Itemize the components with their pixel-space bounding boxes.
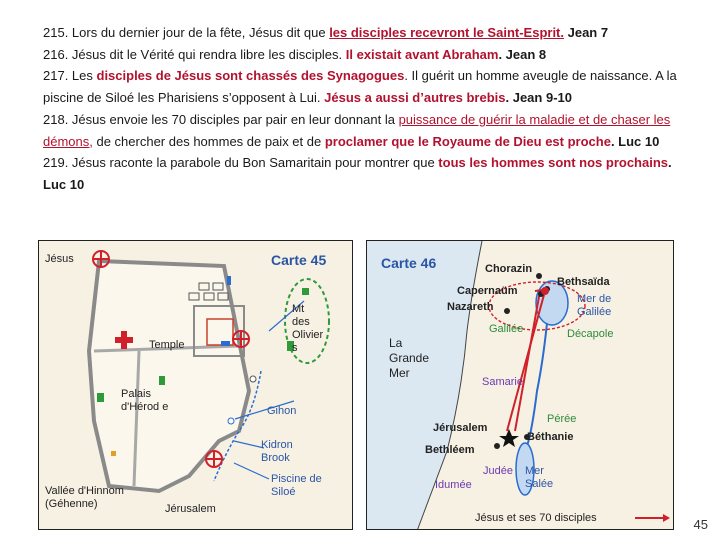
map45-label-mt-oliviers: Mt des Olivier s <box>292 303 324 354</box>
map45-label-jesus: Jésus <box>45 253 74 265</box>
page-number: 45 <box>693 517 708 532</box>
map45-label-hinnom: Vallée d'Hinnom (Géhenne) <box>45 485 124 510</box>
map46-label-jerusalem: Jérusalem <box>433 422 488 434</box>
map46-label-samarie: Samarie <box>482 376 523 388</box>
p216-ref: . Jean 8 <box>498 46 547 62</box>
paragraph-215 <box>43 22 693 44</box>
map46-label-peree: Pérée <box>547 413 577 425</box>
p218-text-a: 218. Jésus envoie les 70 disciples par pair en leur donnant la <box>43 111 399 127</box>
p215-ref: Jean 7 <box>564 25 609 40</box>
map46-label-judee: Judée <box>483 465 513 477</box>
map46-label-idumee: Idumée <box>435 479 472 491</box>
jerusalem-star-icon <box>499 429 519 447</box>
map46-legend-label: Jésus et ses 70 disciples <box>475 512 597 524</box>
map46-label-capernaum: Capernaüm <box>457 285 518 297</box>
p219-highlight: tous les hommes sont nos prochains <box>438 155 669 171</box>
map45-label-kidron: Kidron Brook <box>261 439 293 464</box>
p216-highlight: Il existait avant Abraham <box>345 46 499 62</box>
map45-label-palais: Palais d'Hérod e <box>121 388 169 413</box>
p217-highlight-b: Jésus a aussi d’autres brebis <box>324 90 506 106</box>
map46-label-mer-salee: Mer Salée <box>525 465 554 490</box>
paragraph-217 <box>43 65 693 108</box>
legend-arrow-icon <box>663 514 670 522</box>
map46-label-bethsaida: Bethsaïda <box>557 276 610 288</box>
p215-text: 215. Lors du dernier jour de la fête, Jésus dit que <box>43 25 330 40</box>
map46-label-bethleem: Bethléem <box>425 444 475 456</box>
city-wall <box>89 261 249 491</box>
map45-title: Carte 45 <box>271 252 327 268</box>
p217-text-a: 217. Les <box>43 68 97 84</box>
map-carte-45 <box>38 240 353 530</box>
map46-label-decapole: Décapole <box>567 328 614 340</box>
map46-label-nazareth: Nazareth <box>447 301 494 313</box>
map46-title: Carte 46 <box>381 255 437 271</box>
p216-text: 216. Jésus dit le Vérité qui rendra libre les disciples. <box>43 46 346 62</box>
p217-highlight-a: disciples de Jésus sont chassés des Synagogues <box>96 68 405 84</box>
p219-text: 219. Jésus raconte la parabole du Bon Samaritain pour montrer que <box>43 155 439 171</box>
map46-label-grande-mer: La Grande Mer <box>389 336 430 380</box>
p215-highlight: les disciples recevront le Saint-Esprit. <box>329 25 564 40</box>
map-carte-46 <box>366 240 674 530</box>
p219-ref: . Luc 10 <box>43 155 672 192</box>
map46-label-chorazin: Chorazin <box>485 263 533 275</box>
text-block <box>43 22 693 196</box>
p218-ref: . Luc 10 <box>610 133 660 149</box>
p217-text-b: . Il guérit un homme aveugle de naissance. A la piscine de Siloé les Pharisiens s’opposent à Lui. <box>43 68 677 106</box>
p217-ref: . Jean 9-10 <box>505 90 572 106</box>
map45-label-gihon: Gihon <box>267 405 297 417</box>
map46-label-galilee: Galilée <box>489 323 524 335</box>
map45-label-temple: Temple <box>149 339 185 351</box>
paragraph-216 <box>43 44 693 66</box>
map45-label-jerusalem: Jérusalem <box>165 503 216 515</box>
p218-highlight-a: puissance de guérir la maladie et de chaser les démons, <box>43 111 671 149</box>
paragraph-219 <box>43 152 693 195</box>
p218-text-b: de chercher des hommes de paix et de <box>92 133 325 149</box>
map46-label-bethanie: Béthanie <box>527 431 574 443</box>
map46-label-mer-galilee: Mer de Galilée <box>577 293 612 318</box>
map45-label-piscine: Piscine de Siloé <box>271 473 322 498</box>
p218-highlight-b: proclamer que le Royaume de Dieu est proche <box>324 133 611 149</box>
paragraph-218 <box>43 109 693 152</box>
